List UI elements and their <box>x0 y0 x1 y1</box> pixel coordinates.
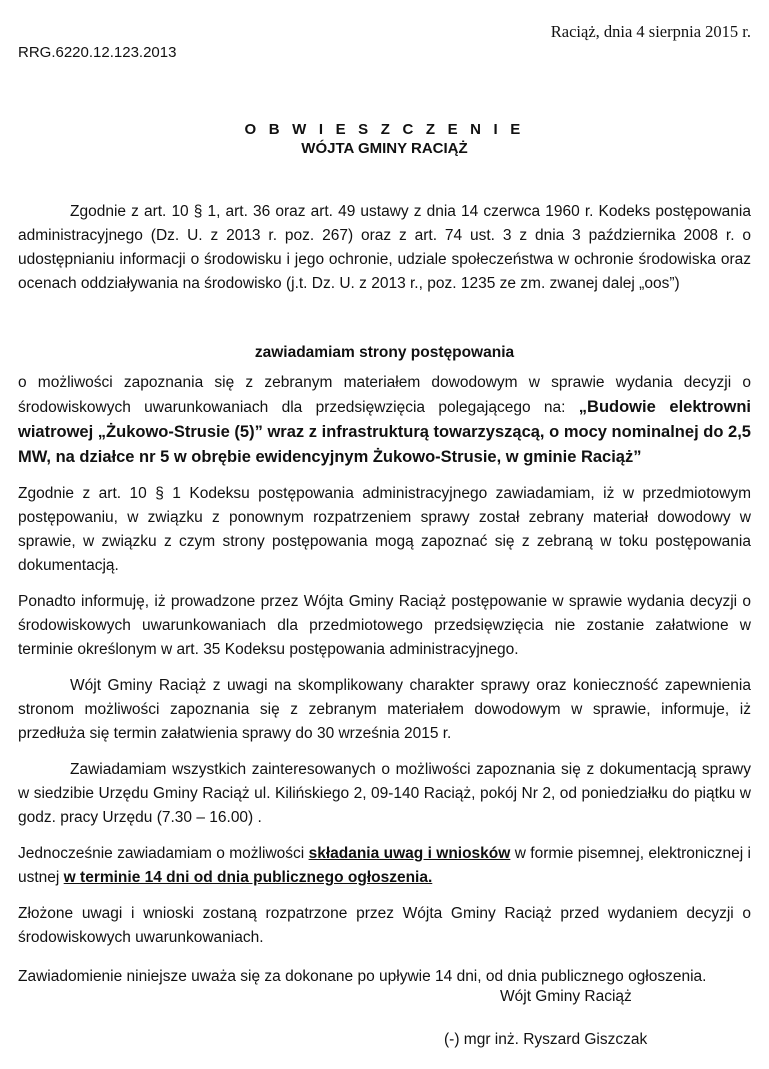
project-name: „Budowie elektrowni wiatrowej „Żukowo-Strusie (5)” wraz z infrastrukturą towarzyszącą, o mocy nominalnej do 2,5 MW, na działce nr 5 w obrębie ewidencyjnym Żukowo-Strusie, w gminie Raciąż” <box>18 398 751 466</box>
paragraph-6-c: w formie pisemnej, elektronicznej i ustnej <box>18 845 751 886</box>
document-title <box>0 120 769 158</box>
place-date: Raciąż, dnia 4 sierpnia 2015 r. <box>550 22 751 41</box>
title-line-1: O B W I E S Z C Z E N I E <box>244 121 525 138</box>
paragraph-6 <box>18 842 751 890</box>
paragraph-1-text: o możliwości zapoznania się z zebranym materiałem dowodowym w sprawie wydania decyzji o środowiskowych uwarunkowaniach dla przedsięwzięcia polegającego na: <box>18 374 751 416</box>
paragraph-3: Ponadto informuję, iż prowadzone przez Wójta Gminy Raciąż postępowanie w sprawie wydania decyzji o środowiskowych uwarunkowaniach dla przedmiotowego przedsięwzięcia nie zostanie załatwione w terminie określonym w art. 35 Kodeksu postępowania administracyjnego. <box>18 593 751 658</box>
signature-title: Wójt Gminy Raciąż <box>500 988 632 1005</box>
paragraph-5: Zawiadamiam wszystkich zainteresowanych o możliwości zapoznania się z dokumentacją sprawy w siedzibie Urzędu Gminy Raciąż ul. Kilińskiego 2, 09-140 Raciąż, pokój Nr 2, od poniedziałku do piątku w godz. pracy Urzędu (7.30 – 16.00) . <box>18 761 751 826</box>
comments-emphasis: składania uwag i wniosków <box>308 845 511 862</box>
signature-signer: (-) mgr inż. Ryszard Giszczak <box>444 1031 648 1048</box>
title-line-2: WÓJTA GMINY RACIĄŻ <box>301 140 468 157</box>
intro-paragraph: Zgodnie z art. 10 § 1, art. 36 oraz art. 49 ustawy z dnia 14 czerwca 1960 r. Kodeks postępowania administracyjnego (Dz. U. z 2013 r. poz. 267) oraz z art. 74 ust. 3 z dnia 3 października 2008 r. o udostępnianiu informacji o środowisku i jego ochronie, udziale społeczeństwa w ochronie środowiska oraz ocenach oddziaływania na środowisko (j.t. Dz. U. z 2013 r., poz. 1235 ze zm. zwanej dalej „oos”) <box>18 203 751 292</box>
paragraph-6-a: Jednocześnie zawiadamiam o możliwości <box>18 845 309 862</box>
reference-number: RRG.6220.12.123.2013 <box>18 44 177 61</box>
deadline-emphasis: w terminie 14 dni od dnia publicznego ogłoszenia. <box>63 869 433 886</box>
paragraph-2: Zgodnie z art. 10 § 1 Kodeksu postępowania administracyjnego zawiadamiam, iż w przedmiotowym postępowaniu, w związku z ponownym rozpatrzeniem sprawy został zebrany materiał dowodowy w sprawie, w związku z czym strony postępowania mogą zapoznać się z zebraną w toku postępowania dokumentacją. <box>18 485 751 574</box>
paragraph-4: Wójt Gminy Raciąż z uwagi na skomplikowany charakter sprawy oraz konieczność zapewnienia stronom możliwości zapoznania się z zebranym materiałem dowodowym w sprawie, informuje, iż przedłuża się termin załatwienia sprawy do 30 września 2015 r. <box>18 677 751 742</box>
paragraph-7: Złożone uwagi i wnioski zostaną rozpatrzone przez Wójta Gminy Raciąż przed wydaniem decyzji o środowiskowych uwarunkowaniach. <box>18 905 751 946</box>
notice-heading: zawiadamiam strony postępowania <box>254 344 515 361</box>
document-body <box>18 200 751 992</box>
paragraph-8: Zawiadomienie niniejsze uważa się za dokonane po upływie 14 dni, od dnia publicznego ogłoszenia. <box>18 968 707 985</box>
paragraph-1 <box>18 371 751 470</box>
